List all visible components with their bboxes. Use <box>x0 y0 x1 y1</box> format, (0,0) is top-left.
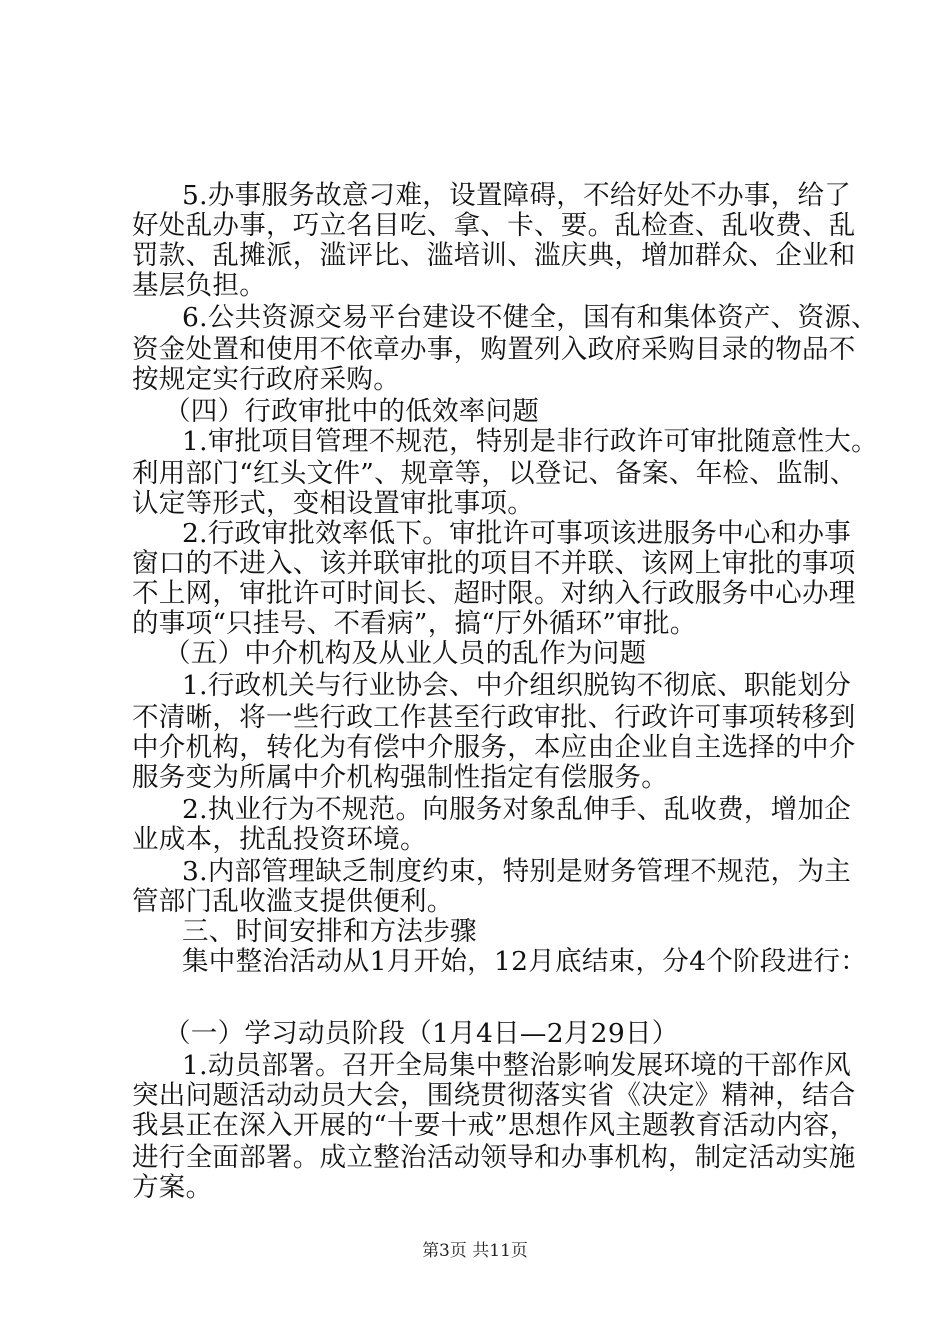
paragraph-5-1-line-1: 1.行政机关与行业协会、中介组织脱钩不彻底、职能划分 <box>182 670 852 701</box>
paragraph-6-line-1: 6.公共资源交易平台建设不健全，国有和集体资产、资源、 <box>182 302 878 333</box>
paragraph-6-line-3: 按规定实行政府采购。 <box>132 364 400 395</box>
schedule-intro: 集中整治活动从1月开始，12月底结束，分4个阶段进行： <box>182 946 868 977</box>
phase-1-line-4: 进行全面部署。成立整治活动领导和办事机构，制定活动实施 <box>132 1142 856 1173</box>
page-footer: 第3页 共11页 <box>422 1241 528 1261</box>
paragraph-4-2-line-1: 2.行政审批效率低下。审批许可事项该进服务中心和办事 <box>182 518 852 549</box>
paragraph-5-1-line-4: 服务变为所属中介机构强制性指定有偿服务。 <box>132 762 668 793</box>
paragraph-5-1-line-3: 中介机构，转化为有偿中介服务，本应由企业自主选择的中介 <box>132 732 856 763</box>
phase-1-line-1: 1.动员部署。召开全局集中整治影响发展环境的干部作风 <box>182 1050 852 1081</box>
paragraph-4-1-line-3: 认定等形式，变相设置审批事项。 <box>132 488 534 519</box>
paragraph-5-1-line-2: 不清晰，将一些行政工作甚至行政审批、行政许可事项转移到 <box>132 702 856 733</box>
section-heading-3: 三、时间安排和方法步骤 <box>182 916 477 947</box>
paragraph-4-2-line-4: 的事项“只挂号、不看病”，搞“厅外循环”审批。 <box>132 608 697 639</box>
paragraph-6-line-2: 资金处置和使用不依章办事，购置列入政府采购目录的物品不 <box>132 334 856 365</box>
paragraph-4-1-line-1: 1.审批项目管理不规范，特别是非行政许可审批随意性大。 <box>182 426 878 457</box>
phase-1-line-2: 突出问题活动动员大会，围绕贯彻落实省《决定》精神，结合 <box>132 1080 856 1111</box>
paragraph-4-2-line-3: 不上网，审批许可时间长、超时限。对纳入行政服务中心办理 <box>132 578 856 609</box>
paragraph-4-2-line-2: 窗口的不进入、该并联审批的项目不并联、该网上审批的事项 <box>132 548 856 579</box>
paragraph-5-line-1: 5.办事服务故意刁难，设置障碍，不给好处不办事，给了 <box>182 180 852 211</box>
paragraph-5-line-3: 罚款、乱摊派，滥评比、滥培训、滥庆典，增加群众、企业和 <box>132 240 856 271</box>
phase-1-line-3: 我县正在深入开展的“十要十戒”思想作风主题教育活动内容， <box>132 1110 857 1141</box>
paragraph-5-2-line-1: 2.执业行为不规范。向服务对象乱伸手、乱收费，增加企 <box>182 794 852 825</box>
paragraph-5-3-line-1: 3.内部管理缺乏制度约束，特别是财务管理不规范，为主 <box>182 856 852 887</box>
paragraph-5-line-4: 基层负担。 <box>132 270 266 301</box>
phase-1-line-5: 方案。 <box>132 1172 213 1203</box>
paragraph-5-2-line-2: 业成本，扰乱投资环境。 <box>132 824 427 855</box>
section-heading-4: （四）行政审批中的低效率问题 <box>164 396 540 427</box>
section-heading-5: （五）中介机构及从业人员的乱作为问题 <box>164 638 647 669</box>
paragraph-5-3-line-2: 管部门乱收滥支提供便利。 <box>132 886 454 917</box>
paragraph-5-line-2: 好处乱办事，巧立名目吃、拿、卡、要。乱检查、乱收费、乱 <box>132 210 856 241</box>
paragraph-4-1-line-2: 利用部门“红头文件”、规章等，以登记、备案、年检、监制、 <box>132 458 857 489</box>
phase-heading-1: （一）学习动员阶段（1月4日—2月29日） <box>164 1018 679 1049</box>
